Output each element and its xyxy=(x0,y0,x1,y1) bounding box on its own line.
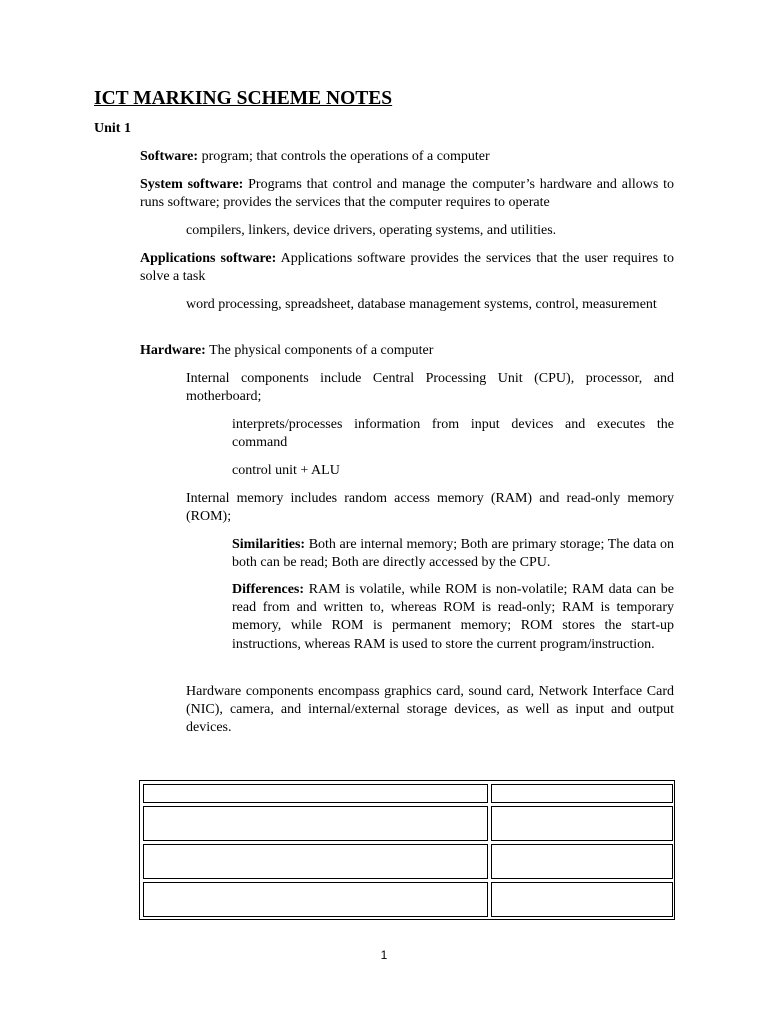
empty-table xyxy=(139,780,675,920)
hardware-term: Hardware: xyxy=(140,343,206,358)
page-number: 1 xyxy=(380,948,388,962)
differences-paragraph xyxy=(232,581,674,654)
system-software-text: Programs that control and manage the computer’s hardware and allows to runs software; provides the services that the computer requires to operate xyxy=(140,177,674,211)
table-cell xyxy=(143,844,488,879)
hardware-components: Hardware components encompass graphics card, sound card, Network Interface Card (NIC), camera, and internal/external storage devices, as well as input and output devices. xyxy=(186,684,674,736)
table-cell xyxy=(143,784,488,803)
table-cell xyxy=(491,806,673,841)
system-software-examples: compilers, linkers, device drivers, operating systems, and utilities. xyxy=(186,223,557,238)
internal-memory: Internal memory includes random access memory (RAM) and read-only memory (ROM); xyxy=(186,491,674,525)
similarities-text: Both are internal memory; Both are primary storage; The data on both can be read; Both are directly accessed by the CPU. xyxy=(232,537,674,571)
table-cell xyxy=(491,844,673,879)
software-term: Software: xyxy=(140,149,199,164)
cpu-parts: control unit + ALU xyxy=(232,463,340,478)
software-text: program; that controls the operations of a computer xyxy=(198,149,490,164)
applications-software-definition xyxy=(140,250,674,286)
unit-heading: Unit 1 xyxy=(94,121,131,136)
internal-components: Internal components include Central Processing Unit (CPU), processor, and motherboard; xyxy=(186,371,674,405)
table-cell xyxy=(491,784,673,803)
cpu-function: interprets/processes information from input devices and executes the command xyxy=(232,417,674,451)
differences-term: Differences: xyxy=(232,582,305,597)
hardware-text: The physical components of a computer xyxy=(205,343,434,358)
hardware-definition xyxy=(140,342,674,360)
differences-text: RAM is volatile, while ROM is non-volatile; RAM data can be read from and written to, whereas ROM is read-only; RAM is temporary memory, while ROM is permanent memory; ROM stores the start-up instructions, whereas RAM is used to store the current program/instruction. xyxy=(232,582,674,652)
table-cell xyxy=(143,882,488,917)
table-cell xyxy=(143,806,488,841)
applications-software-term: Applications software: xyxy=(140,251,277,266)
table-cell xyxy=(491,882,673,917)
system-software-definition xyxy=(140,176,674,212)
document-title: ICT MARKING SCHEME NOTES xyxy=(94,88,393,109)
system-software-term: System software: xyxy=(140,177,244,192)
similarities-term: Similarities: xyxy=(232,537,306,552)
applications-software-text: Applications software provides the services that the user requires to solve a task xyxy=(140,251,674,285)
similarities-paragraph xyxy=(232,536,674,572)
software-definition xyxy=(140,148,674,166)
application-examples: word processing, spreadsheet, database management systems, control, measurement xyxy=(186,297,657,312)
